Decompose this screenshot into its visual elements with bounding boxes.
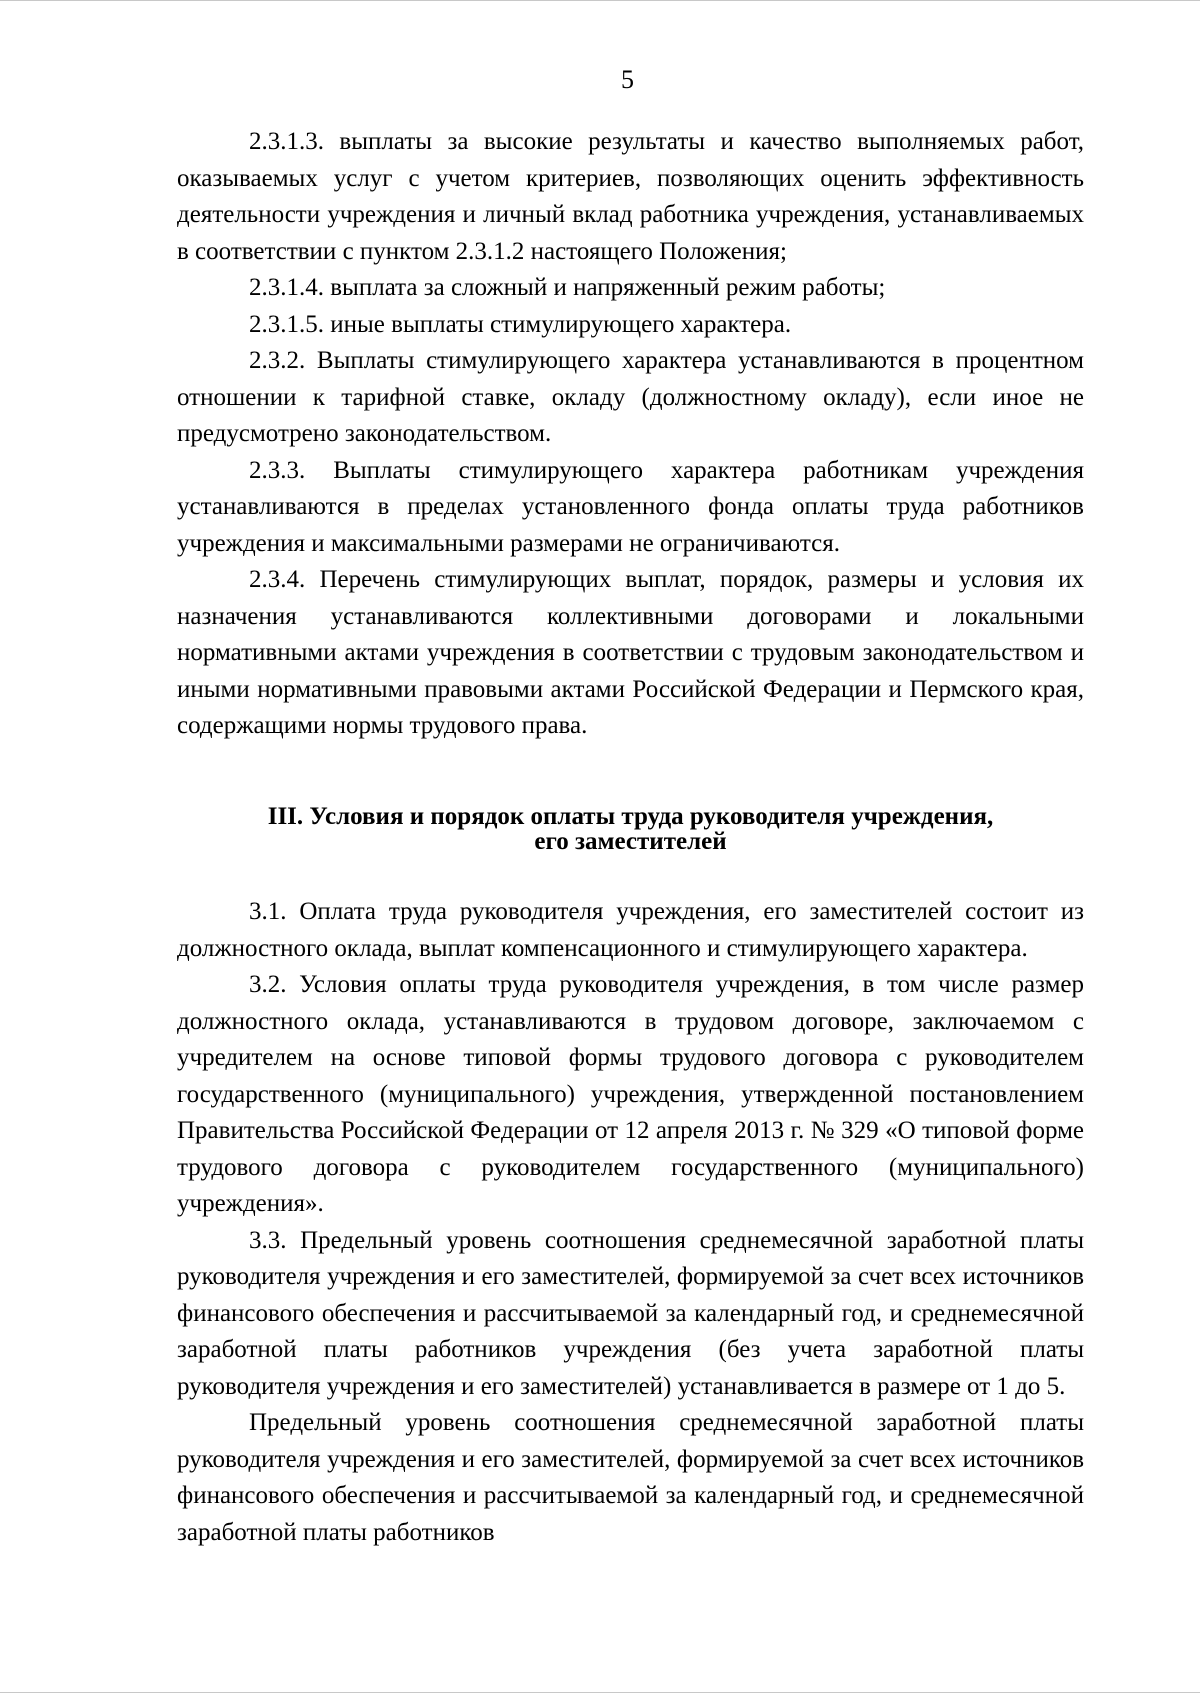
paragraph-2-3-3: 2.3.3. Выплаты стимулирующего характера работникам учреждения устанавливаются в пределах установленного фонда оплаты труда работников учреждения и максимальными размерами не ограничиваются. [177,456,1084,557]
paragraph-2-3-2: 2.3.2. Выплаты стимулирующего характера устанавливаются в процентном отношении к тарифной ставке, окладу (должностному окладу), если иное не предусмотрено законодательством. [177,347,1084,447]
paragraph-3-2: 3.2. Условия оплаты труда руководителя учреждения, в том числе размер должностного оклада, устанавливаются в трудовом договоре, заключаемом с учредителем на основе типовой формы трудового договора с руководителем государственного (муниципального) учреждения, утвержденной постановлением Правительства Российской Федерации от 12 апреля 2013 г. № 329 «О типовой форме трудового договора с руководителем государственного (муниципального) учреждения». [177,971,1084,1217]
paragraph-2-3-4: 2.3.4. Перечень стимулирующих выплат, порядок, размеры и условия их назначения устанавливаются коллективными договорами и локальными нормативными актами учреждения в соответствии с трудовым законодательством и иными нормативными правовыми актами Российской Федерации и Пермского края, содержащими нормы трудового права. [177,566,1084,739]
body-text-bottom [177,894,1084,1551]
page-number: 5 [621,65,634,94]
page-top-edge [0,0,1200,1]
paragraph-3-1: 3.1. Оплата труда руководителя учреждения, его заместителей состоит из должностного оклада, выплат компенсационного и стимулирующего характера. [177,898,1084,962]
body-text-top [177,124,1084,745]
section-heading-line-2: его заместителей [534,828,727,855]
paragraph-2-3-1-5: 2.3.1.5. иные выплаты стимулирующего характера. [249,310,792,338]
paragraph-3-3-continued: Предельный уровень соотношения среднемесячной заработной платы руководителя учреждения и его заместителей, формируемой за счет всех источников финансового обеспечения и рассчитываемой за календарный год, и среднемесячной заработной платы работников [177,1409,1084,1546]
paragraph-2-3-1-3: 2.3.1.3. выплаты за высокие результаты и качество выполняемых работ, оказываемых услуг с учетом критериев, позволяющих оценить эффективность деятельности учреждения и личный вклад работника учреждения, устанавливаемых в соответствии с пунктом 2.3.1.2 настоящего Положения; [177,128,1084,265]
paragraph-3-3: 3.3. Предельный уровень соотношения среднемесячной заработной платы руководителя учреждения и его заместителей, формируемой за счет всех источников финансового обеспечения и рассчитываемой за календарный год, и среднемесячной заработной платы работников учреждения (без учета заработной платы руководителя учреждения и его заместителей) устанавливается в размере от 1 до 5. [177,1226,1084,1400]
section-heading [177,804,1084,854]
paragraph-2-3-1-4: 2.3.1.4. выплата за сложный и напряженный режим работы; [249,274,886,301]
section-heading-line-1: III. Условия и порядок оплаты труда руководителя учреждения, [267,803,994,830]
page-bottom-edge [0,1692,1200,1693]
